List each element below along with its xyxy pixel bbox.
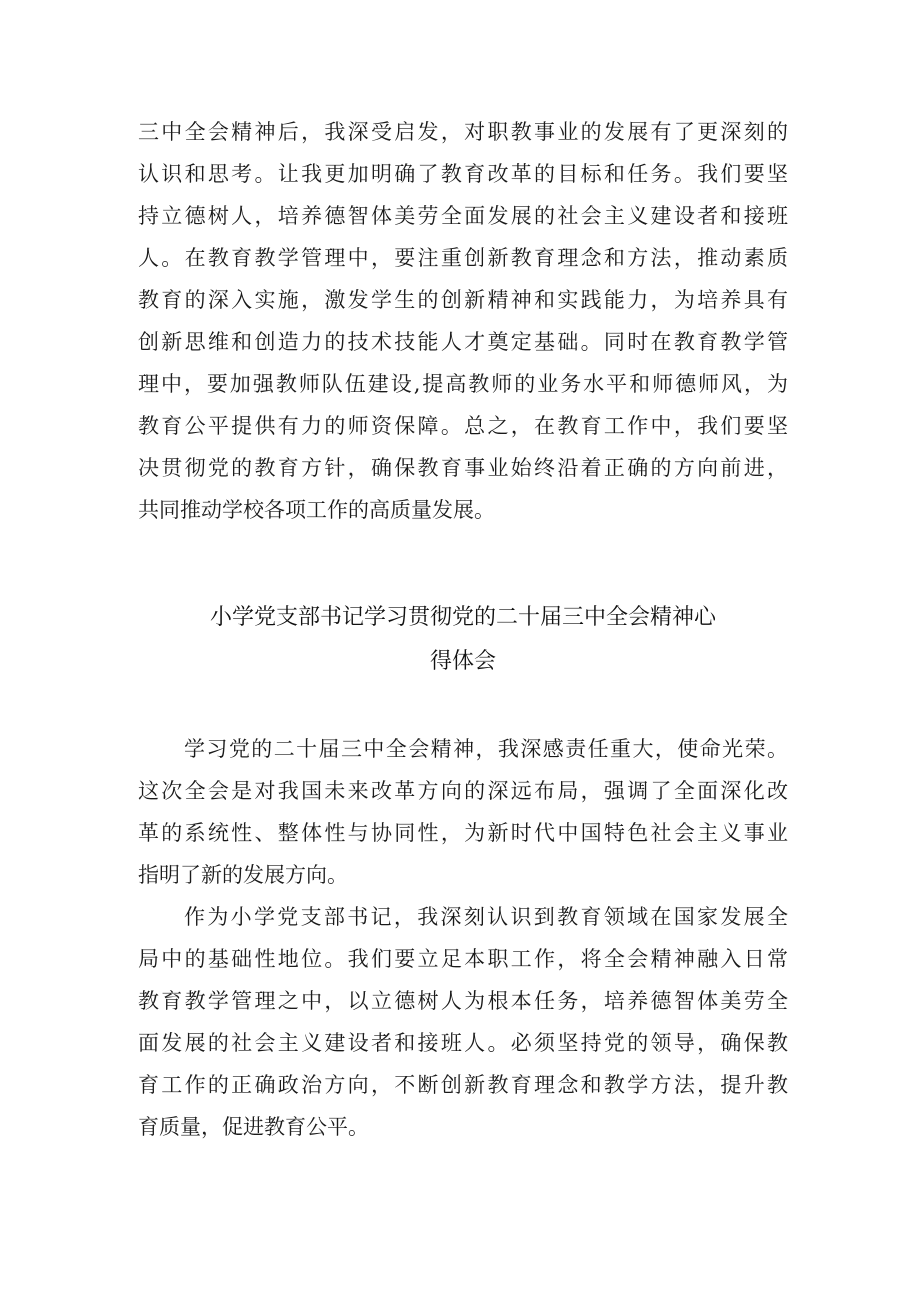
text-line: 育质量，促进教育公平。: [138, 1115, 369, 1139]
text-line: 人。在教育教学管理中，要注重创新教育理念和方法，推动素质: [138, 246, 788, 270]
text-line: 认识和思考。让我更加明确了教育改革的目标和任务。我们要坚: [138, 162, 788, 186]
text-line: 面发展的社会主义建设者和接班人。必须坚持党的领导，确保教: [138, 1031, 788, 1055]
title-line: 得体会: [429, 649, 496, 674]
text-line: 育工作的正确政治方向，不断创新教育理念和教学方法，提升教: [138, 1073, 788, 1097]
text-line: 三中全会精神后，我深受启发，对职教事业的发展有了更深刻的: [138, 120, 788, 144]
text-line: 教育教学管理之中，以立德树人为根本任务，培养德智体美劳全: [138, 989, 788, 1013]
text-line: 持立德树人，培养德智体美劳全面发展的社会主义建设者和接班: [138, 204, 788, 228]
text-line: 理中，要加强教师队伍建设,提高教师的业务水平和师德师风，为: [138, 372, 788, 396]
text-line: 这次全会是对我国未来改革方向的深远布局，强调了全面深化改: [138, 779, 788, 803]
text-line: 决贯彻党的教育方针，确保教育事业始终沿着正确的方向前进，: [138, 456, 788, 480]
text-line: 革的系统性、整体性与协同性，为新时代中国特色社会主义事业: [138, 821, 788, 845]
text-line: 教育的深入实施，激发学生的创新精神和实践能力，为培养具有: [138, 288, 788, 312]
text-line: 创新思维和创造力的技术技能人才奠定基础。同时在教育教学管: [138, 330, 788, 354]
text-line: 指明了新的发展方向。: [138, 863, 348, 887]
text-line: 学习党的二十届三中全会精神，我深感责任重大，使命光荣。: [184, 737, 788, 761]
text-line: 作为小学党支部书记，我深刻认识到教育领域在国家发展全: [184, 905, 788, 929]
text-line: 共同推动学校各项工作的高质量发展。: [138, 498, 495, 522]
text-line: 局中的基础性地位。我们要立足本职工作，将全会精神融入日常: [138, 947, 788, 971]
text-line: 教育公平提供有力的师资保障。总之，在教育工作中，我们要坚: [138, 414, 788, 438]
title-line: 小学党支部书记学习贯彻党的二十届三中全会精神心: [209, 605, 716, 630]
